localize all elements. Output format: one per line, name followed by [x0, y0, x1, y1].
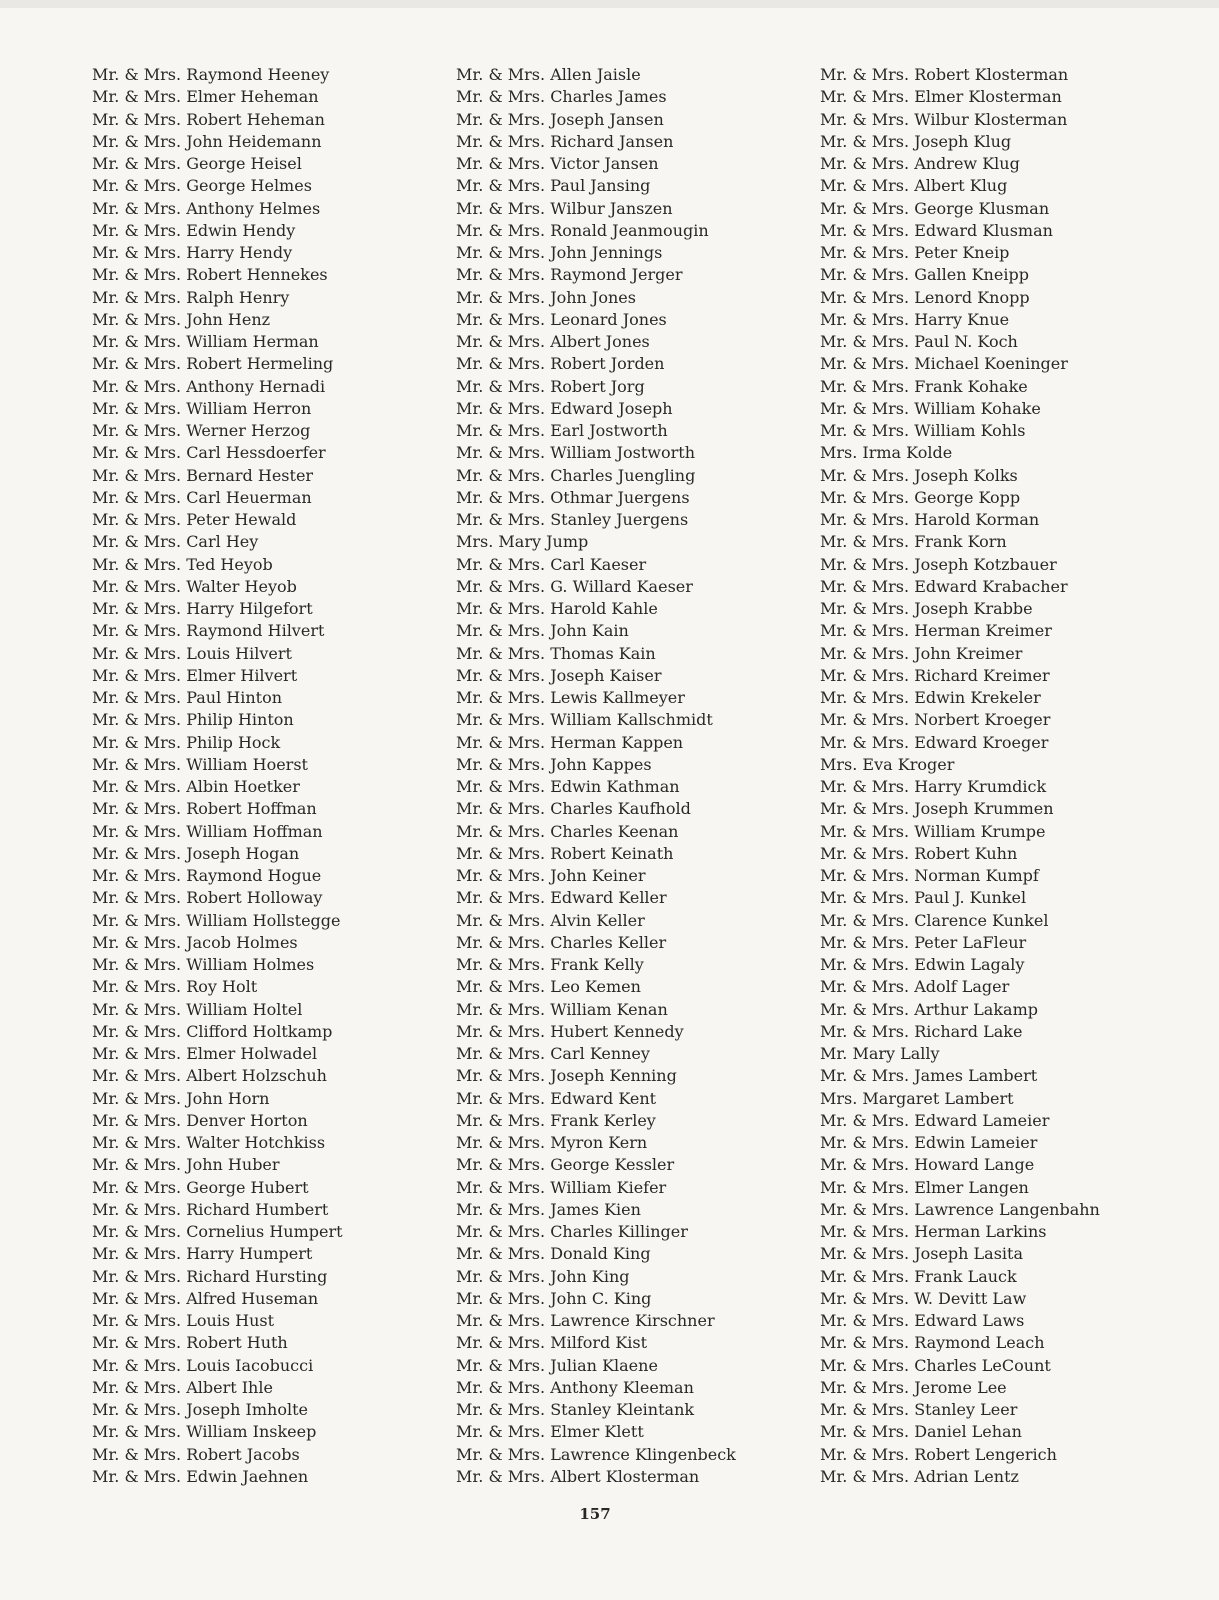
name-entry: Mr. & Mrs. Robert Jorden — [456, 354, 665, 374]
name-entry: Mr. & Mrs. Peter LaFleur — [820, 932, 1027, 952]
name-entry: Mr. & Mrs. Stanley Kleintank — [456, 1400, 695, 1419]
name-entry: Mr. & Mrs. Earl Jostworth — [456, 421, 668, 440]
name-entry: Mr. & Mrs. Norman Kumpf — [820, 866, 1039, 885]
name-entry: Mr. & Mrs. Edwin Lagaly — [820, 955, 1025, 974]
name-entry: Mr. & Mrs. G. Willard Kaeser — [456, 576, 693, 596]
name-entry: Mr. & Mrs. W. Devitt Law — [820, 1288, 1027, 1308]
name-entry: Mrs. Mary Jump — [456, 532, 589, 552]
name-entry: Mr. & Mrs. Edward Lameier — [820, 1110, 1050, 1130]
name-entry: Mr. & Mrs. Charles Kaufhold — [456, 799, 691, 819]
name-entry: Mr. & Mrs. John Kappes — [456, 754, 652, 774]
name-entry: Mr. & Mrs. John Henz — [92, 309, 271, 329]
name-entry: Mr. & Mrs. Frank Lauck — [820, 1266, 1017, 1286]
name-entry: Mr. & Mrs. Herman Larkins — [820, 1222, 1047, 1241]
name-entry: Mr. & Mrs. Elmer Klosterman — [820, 87, 1062, 107]
name-entry: Mr. & Mrs. Edwin Jaehnen — [92, 1466, 309, 1486]
name-entry: Mr. & Mrs. William Kohake — [820, 398, 1041, 418]
name-entry: Mr. & Mrs. Robert Holloway — [92, 888, 323, 908]
name-entry: Mr. & Mrs. Paul J. Kunkel — [820, 888, 1027, 908]
name-entry: Mr. & Mrs. Stanley Juergens — [456, 510, 689, 529]
name-entry: Mr. & Mrs. George Klusman — [820, 198, 1050, 218]
name-entry: Mr. & Mrs. Robert Klosterman — [820, 65, 1069, 84]
name-entry: Mr. & Mrs. William Herman — [92, 332, 319, 351]
name-entry: Mr. & Mrs. Ted Heyob — [92, 554, 273, 574]
name-entry: Mr. & Mrs. Robert Heheman — [92, 109, 325, 129]
name-entry: Mr. & Mrs. Charles James — [456, 87, 667, 107]
name-entry: Mr. & Mrs. Richard Hursting — [92, 1266, 328, 1286]
name-entry: Mr. & Mrs. Herman Kreimer — [820, 621, 1052, 641]
name-entry: Mr. & Mrs. Donald King — [456, 1244, 651, 1264]
name-entry: Mr. & Mrs. Louis Hilvert — [92, 643, 292, 663]
name-entry: Mr. & Mrs. Richard Lake — [820, 1021, 1023, 1041]
name-entry: Mr. & Mrs. Adolf Lager — [820, 977, 1010, 997]
name-entry: Mr. & Mrs. Joseph Imholte — [92, 1400, 308, 1419]
name-entry: Mr. & Mrs. Edward Klusman — [820, 220, 1053, 240]
name-entry: Mr. & Mrs. Allen Jaisle — [456, 65, 641, 84]
name-entry: Mr. & Mrs. Paul Hinton — [92, 688, 283, 707]
name-entry: Mr. & Mrs. William Hoffman — [92, 821, 323, 841]
name-entry: Mr. & Mrs. Raymond Hogue — [92, 866, 322, 885]
name-entry: Mr. & Mrs. Carl Kaeser — [456, 554, 647, 574]
name-entry: Mr. & Mrs. Richard Jansen — [456, 131, 674, 151]
name-entry: Mr. & Mrs. Edward Kent — [456, 1088, 657, 1108]
name-entry: Mr. & Mrs. William Kenan — [456, 999, 668, 1019]
name-entry: Mr. & Mrs. Harry Krumdick — [820, 777, 1047, 796]
name-entry: Mr. & Mrs. Peter Kneip — [820, 243, 1010, 262]
name-entry: Mr. & Mrs. Stanley Leer — [820, 1400, 1018, 1419]
name-entry: Mr. & Mrs. Raymond Leach — [820, 1333, 1045, 1353]
name-entry: Mr. & Mrs. Bernard Hester — [92, 465, 314, 485]
name-entry: Mr. & Mrs. Andrew Klug — [820, 154, 1020, 173]
name-entry: Mr. & Mrs. Lewis Kallmeyer — [456, 688, 685, 707]
name-entry: Mr. & Mrs. William Kallschmidt — [456, 710, 713, 730]
name-entry: Mr. & Mrs. Richard Humbert — [92, 1199, 329, 1219]
name-entry: Mr. & Mrs. Louis Hust — [92, 1311, 275, 1330]
name-entry: Mr. & Mrs. John King — [456, 1266, 630, 1286]
name-entry: Mr. & Mrs. George Kessler — [456, 1155, 675, 1175]
name-entry: Mr. & Mrs. Robert Hennekes — [92, 265, 328, 285]
name-entry: Mr. & Mrs. Philip Hinton — [92, 710, 294, 730]
name-entry: Mr. & Mrs. Robert Keinath — [456, 843, 674, 863]
name-entry: Mr. & Mrs. George Hubert — [92, 1177, 309, 1197]
name-entry: Mr. & Mrs. Elmer Langen — [820, 1177, 1029, 1197]
name-entry: Mr. & Mrs. Edwin Hendy — [92, 220, 296, 240]
name-entry: Mr. & Mrs. Carl Kenney — [456, 1044, 650, 1063]
name-entry: Mr. & Mrs. Edward Krabacher — [820, 576, 1068, 596]
name-entry: Mr. & Mrs. Peter Hewald — [92, 510, 297, 529]
name-entry: Mr. & Mrs. William Kohls — [820, 421, 1026, 440]
name-entry: Mr. & Mrs. Raymond Heeney — [92, 65, 330, 84]
name-entry: Mr. & Mrs. Carl Heuerman — [92, 487, 312, 507]
name-entry: Mr. & Mrs. Herman Kappen — [456, 732, 684, 752]
name-entry: Mr. & Mrs. Joseph Kotzbauer — [820, 554, 1057, 574]
name-column-3 — [820, 64, 1100, 1488]
name-entry: Mr. & Mrs. Raymond Jerger — [456, 265, 683, 285]
name-entry: Mr. & Mrs. Milford Kist — [456, 1333, 648, 1353]
name-entry: Mr. & Mrs. Lawrence Klingenbeck — [456, 1444, 736, 1464]
name-entry: Mr. & Mrs. Adrian Lentz — [820, 1466, 1019, 1486]
name-entry: Mr. & Mrs. William Kiefer — [456, 1177, 667, 1197]
name-entry: Mr. & Mrs. Albert Ihle — [92, 1377, 273, 1397]
name-entry: Mr. & Mrs. William Hollstegge — [92, 910, 341, 930]
name-entry: Mr. & Mrs. Harold Kahle — [456, 599, 658, 618]
name-entry: Mr. & Mrs. Anthony Helmes — [92, 198, 321, 218]
name-entry: Mr. & Mrs. Howard Lange — [820, 1155, 1035, 1175]
name-entry: Mr. & Mrs. Carl Hessdoerfer — [92, 443, 326, 463]
name-entry: Mr. & Mrs. Edwin Krekeler — [820, 688, 1041, 707]
name-entry: Mr. & Mrs. George Heisel — [92, 154, 302, 173]
name-entry: Mr. & Mrs. Edward Kroeger — [820, 732, 1049, 752]
name-entry: Mr. & Mrs. Ralph Henry — [92, 287, 290, 307]
name-entry: Mr. & Mrs. Louis Iacobucci — [92, 1355, 314, 1375]
name-entry: Mr. & Mrs. Joseph Klug — [820, 131, 1012, 151]
name-entry: Mr. & Mrs. Jacob Holmes — [92, 932, 298, 952]
name-entry: Mr. & Mrs. Elmer Klett — [456, 1422, 644, 1442]
name-entry: Mr. & Mrs. Paul N. Koch — [820, 332, 1018, 351]
name-entry: Mr. & Mrs. Arthur Lakamp — [820, 999, 1038, 1019]
name-entry: Mr. & Mrs. Robert Jacobs — [92, 1444, 300, 1464]
name-entry: Mr. & Mrs. Frank Kelly — [456, 955, 644, 974]
name-entry: Mr. & Mrs. Joseph Kolks — [820, 465, 1018, 485]
name-entry: Mr. & Mrs. Frank Kerley — [456, 1110, 656, 1130]
name-entry: Mr. & Mrs. Robert Kuhn — [820, 843, 1018, 863]
name-entry: Mr. & Mrs. William Inskeep — [92, 1422, 317, 1442]
name-entry: Mr. & Mrs. Alfred Huseman — [92, 1288, 319, 1308]
name-entry: Mr. & Mrs. Harry Humpert — [92, 1244, 313, 1264]
name-entry: Mr. & Mrs. Wilbur Klosterman — [820, 109, 1068, 129]
name-entry: Mr. & Mrs. Paul Jansing — [456, 176, 651, 196]
name-entry: Mr. & Mrs. Clarence Kunkel — [820, 910, 1049, 930]
name-entry: Mr. & Mrs. Robert Huth — [92, 1333, 288, 1353]
name-entry: Mr. & Mrs. John Horn — [92, 1088, 270, 1108]
name-entry: Mr. & Mrs. Harry Hendy — [92, 243, 293, 262]
name-entry: Mr. & Mrs. Albin Hoetker — [92, 777, 300, 796]
name-entry: Mr. & Mrs. Joseph Jansen — [456, 109, 664, 129]
name-entry: Mrs. Margaret Lambert — [820, 1088, 1014, 1108]
name-entry: Mr. & Mrs. Charles Juengling — [456, 465, 696, 485]
name-entry: Mr. & Mrs. Gallen Kneipp — [820, 265, 1029, 285]
name-entry: Mr. & Mrs. Joseph Krummen — [820, 799, 1054, 819]
name-entry: Mr. & Mrs. Robert Hoffman — [92, 799, 317, 819]
name-entry: Mr. & Mrs. Julian Klaene — [456, 1355, 658, 1375]
name-entry: Mr. & Mrs. Harry Knue — [820, 309, 1010, 329]
name-entry: Mr. & Mrs. Leonard Jones — [456, 309, 667, 329]
name-entry: Mr. & Mrs. John Jennings — [456, 243, 663, 262]
name-entry: Mr. & Mrs. Alvin Keller — [456, 910, 645, 930]
name-entry: Mr. & Mrs. Edward Joseph — [456, 398, 673, 418]
name-entry: Mr. & Mrs. Lawrence Langenbahn — [820, 1199, 1100, 1219]
name-entry: Mr. & Mrs. James Kien — [456, 1199, 641, 1219]
name-entry: Mr. & Mrs. Frank Korn — [820, 532, 1007, 552]
name-entry: Mr. & Mrs. Edward Laws — [820, 1311, 1025, 1330]
name-entry: Mr. & Mrs. Harry Hilgefort — [92, 599, 313, 618]
name-entry: Mr. & Mrs. William Hoerst — [92, 754, 308, 774]
name-entry: Mr. & Mrs. Leo Kemen — [456, 977, 641, 997]
name-entry: Mr. & Mrs. Hubert Kennedy — [456, 1021, 684, 1041]
name-entry: Mr. & Mrs. Charles LeCount — [820, 1355, 1051, 1375]
name-entry: Mr. & Mrs. John Kain — [456, 621, 629, 641]
name-entry: Mr. & Mrs. Norbert Kroeger — [820, 710, 1051, 730]
name-entry: Mr. & Mrs. Lawrence Kirschner — [456, 1311, 715, 1330]
name-entry: Mr. & Mrs. Ronald Jeanmougin — [456, 220, 709, 240]
name-entry: Mr. & Mrs. Joseph Lasita — [820, 1244, 1024, 1264]
name-entry: Mr. & Mrs. William Holmes — [92, 955, 315, 974]
name-entry: Mr. & Mrs. John Kreimer — [820, 643, 1023, 663]
name-entry: Mr. & Mrs. Elmer Holwadel — [92, 1044, 318, 1063]
name-entry: Mr. & Mrs. John Heidemann — [92, 131, 322, 151]
name-entry: Mr. & Mrs. Frank Kohake — [820, 376, 1028, 396]
name-entry: Mr. & Mrs. Charles Keenan — [456, 821, 679, 841]
name-entry: Mrs. Eva Kroger — [820, 754, 955, 774]
name-entry: Mr. & Mrs. William Krumpe — [820, 821, 1046, 841]
name-entry: Mr. & Mrs. William Herron — [92, 398, 312, 418]
name-entry: Mr. & Mrs. Raymond Hilvert — [92, 621, 325, 641]
name-entry: Mr. & Mrs. Cornelius Humpert — [92, 1222, 343, 1241]
name-entry: Mr. & Mrs. Wilbur Janszen — [456, 198, 673, 218]
name-entry: Mr. & Mrs. Harold Korman — [820, 510, 1040, 529]
name-entry: Mr. & Mrs. Joseph Hogan — [92, 843, 300, 863]
name-entry: Mr. & Mrs. Edwin Kathman — [456, 777, 680, 796]
name-entry: Mr. & Mrs. Albert Jones — [456, 332, 650, 351]
name-entry: Mr. & Mrs. George Helmes — [92, 176, 312, 196]
page-number: 157 — [579, 1505, 611, 1523]
name-entry: Mr. & Mrs. John Keiner — [456, 866, 646, 885]
name-entry: Mr. & Mrs. Charles Killinger — [456, 1222, 688, 1241]
name-entry: Mr. & Mrs. Clifford Holtkamp — [92, 1021, 333, 1041]
name-entry: Mr. & Mrs. Albert Klosterman — [456, 1466, 700, 1486]
name-entry: Mr. & Mrs. Othmar Juergens — [456, 487, 690, 507]
name-entry: Mr. Mary Lally — [820, 1044, 940, 1063]
name-entry: Mr. & Mrs. Anthony Hernadi — [92, 376, 326, 396]
name-entry: Mr. & Mrs. Thomas Kain — [456, 643, 656, 663]
name-entry: Mr. & Mrs. Myron Kern — [456, 1133, 648, 1152]
name-entry: Mrs. Irma Kolde — [820, 443, 953, 463]
name-entry: Mr. & Mrs. Denver Horton — [92, 1110, 308, 1130]
name-entry: Mr. & Mrs. Edwin Lameier — [820, 1133, 1038, 1152]
name-entry: Mr. & Mrs. Robert Jorg — [456, 376, 645, 396]
name-entry: Mr. & Mrs. Robert Lengerich — [820, 1444, 1057, 1464]
name-entry: Mr. & Mrs. George Kopp — [820, 487, 1021, 507]
name-entry: Mr. & Mrs. Albert Klug — [820, 176, 1008, 196]
name-entry: Mr. & Mrs. Roy Holt — [92, 977, 258, 997]
name-entry: Mr. & Mrs. Jerome Lee — [820, 1377, 1007, 1397]
name-entry: Mr. & Mrs. Lenord Knopp — [820, 287, 1030, 307]
name-entry: Mr. & Mrs. Joseph Kenning — [456, 1066, 677, 1086]
name-entry: Mr. & Mrs. Edward Keller — [456, 888, 667, 908]
name-entry: Mr. & Mrs. Daniel Lehan — [820, 1422, 1022, 1442]
name-entry: Mr. & Mrs. Robert Hermeling — [92, 354, 334, 374]
name-entry: Mr. & Mrs. Elmer Hilvert — [92, 665, 298, 685]
name-entry: Mr. & Mrs. Werner Herzog — [92, 421, 311, 440]
name-entry: Mr. & Mrs. Joseph Krabbe — [820, 599, 1033, 618]
name-entry: Mr. & Mrs. John C. King — [456, 1288, 652, 1308]
name-entry: Mr. & Mrs. Elmer Heheman — [92, 87, 319, 107]
name-column-2 — [456, 64, 736, 1488]
name-entry: Mr. & Mrs. Carl Hey — [92, 532, 259, 552]
name-entry: Mr. & Mrs. Victor Jansen — [456, 154, 659, 173]
name-entry: Mr. & Mrs. Anthony Kleeman — [456, 1377, 694, 1397]
name-entry: Mr. & Mrs. Walter Heyob — [92, 576, 297, 596]
name-entry: Mr. & Mrs. John Jones — [456, 287, 636, 307]
name-entry: Mr. & Mrs. William Holtel — [92, 999, 303, 1019]
name-column-1 — [92, 64, 343, 1488]
name-entry: Mr. & Mrs. Walter Hotchkiss — [92, 1133, 326, 1152]
name-entry: Mr. & Mrs. Albert Holzschuh — [92, 1066, 327, 1086]
name-entry: Mr. & Mrs. Joseph Kaiser — [456, 665, 662, 685]
page-top-edge — [0, 0, 1219, 8]
name-entry: Mr. & Mrs. Richard Kreimer — [820, 665, 1050, 685]
name-entry: Mr. & Mrs. Philip Hock — [92, 732, 281, 752]
name-entry: Mr. & Mrs. William Jostworth — [456, 443, 696, 463]
name-entry: Mr. & Mrs. James Lambert — [820, 1066, 1038, 1086]
name-entry: Mr. & Mrs. Michael Koeninger — [820, 354, 1068, 374]
name-entry: Mr. & Mrs. John Huber — [92, 1155, 280, 1175]
name-entry: Mr. & Mrs. Charles Keller — [456, 932, 667, 952]
